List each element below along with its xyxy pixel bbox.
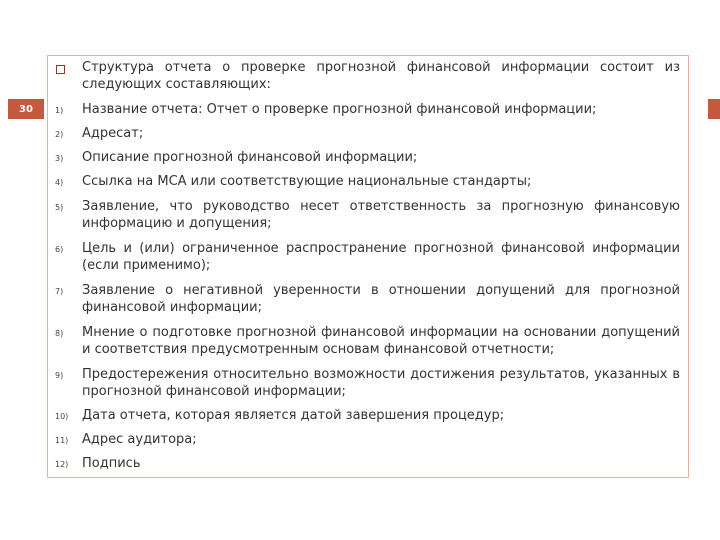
list-item: Название отчета: Отчет о проверке прогнозной финансовой информации;	[82, 102, 597, 117]
list-item: Описание прогнозной финансовой информации;	[82, 150, 418, 165]
list-item: Заявление, что руководство несет ответственность за прогнозную финансовую информацию и допущения;	[82, 199, 680, 231]
item-number: 8)	[55, 329, 64, 338]
item-number: 5)	[55, 203, 64, 212]
list-item: Предостережения относительно возможности достижения результатов, указанных в прогнозной финансовой информации;	[82, 367, 680, 399]
item-number: 9)	[55, 371, 64, 380]
item-number: 11)	[55, 436, 69, 445]
intro-text: Структура отчета о проверке прогнозной финансовой информации состоит из следующих составляющих:	[82, 60, 680, 92]
item-number: 4)	[55, 178, 64, 187]
list-item: Дата отчета, которая является датой завершения процедур;	[82, 408, 505, 423]
square-bullet-icon	[56, 65, 65, 74]
decorative-tab	[708, 99, 720, 119]
list-item: Адресат;	[82, 126, 144, 141]
list-item: Адрес аудитора;	[82, 432, 197, 447]
item-number: 1)	[55, 106, 64, 115]
item-number: 6)	[55, 245, 64, 254]
item-number: 2)	[55, 130, 64, 139]
list-item: Мнение о подготовке прогнозной финансовой информации на основании допущений и соответствия предусмотренным основам финансовой отчетности;	[82, 325, 680, 357]
item-number: 12)	[55, 460, 69, 469]
item-number: 10)	[55, 412, 69, 421]
page-number-badge: 30	[8, 99, 44, 119]
list-item: Подпись	[82, 456, 141, 471]
item-number: 3)	[55, 154, 64, 163]
list-item: Цель и (или) ограниченное распространение прогнозной финансовой информации (если применимо);	[82, 241, 680, 273]
list-item: Заявление о негативной уверенности в отношении допущений для прогнозной финансовой информации;	[82, 283, 680, 315]
item-number: 7)	[55, 287, 64, 296]
list-item: Ссылка на МСА или соответствующие национальные стандарты;	[82, 174, 532, 189]
